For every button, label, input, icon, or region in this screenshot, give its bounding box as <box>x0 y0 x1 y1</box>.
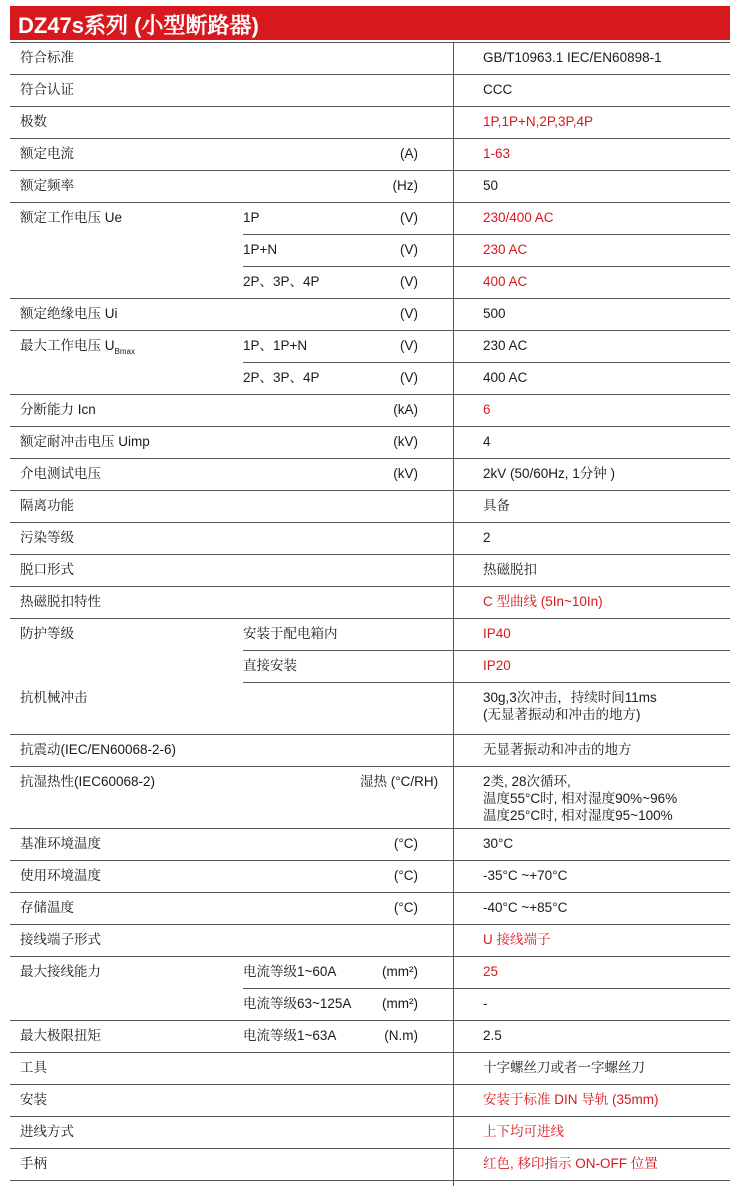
row-value: 安装于标准 DIN 导轨 (35mm) <box>483 1092 659 1107</box>
row-label: 使用环境温度 <box>20 868 101 883</box>
row-rule <box>10 522 730 523</box>
row-rule <box>10 618 730 619</box>
row-value-line2: (无显著振动和冲击的地方) <box>483 707 641 722</box>
row-label: 额定工作电压 Ue <box>20 210 123 225</box>
row-unit: (N.m) <box>384 1028 418 1043</box>
row-value-line2: 温度55°C时, 相对湿度90%~96% <box>483 791 678 806</box>
row-rule <box>10 1148 730 1149</box>
row-rule <box>10 490 730 491</box>
row-sublabel: 直接安装 <box>243 658 297 673</box>
row-unit: (kA) <box>393 402 418 417</box>
row-label: 热磁脱扣特性 <box>20 594 101 609</box>
row-value: 50 <box>483 178 499 193</box>
row-value: 红色, 移印指示 ON-OFF 位置 <box>483 1156 658 1171</box>
row-label: 抗湿热性(IEC60068-2) <box>20 774 156 789</box>
row-rule <box>10 330 730 331</box>
row-label: 分断能力 Icn <box>20 402 96 417</box>
row-label: 额定电流 <box>20 146 74 161</box>
row-label: 额定耐冲击电压 Uimp <box>20 434 150 449</box>
row-unit: (V) <box>400 306 418 321</box>
row-label: 防护等级 <box>20 626 74 641</box>
row-value: 400 AC <box>483 274 528 289</box>
row-label: 工具 <box>20 1060 47 1075</box>
row-rule <box>10 860 730 861</box>
row-rule <box>10 956 730 957</box>
row-value: -40°C ~+85°C <box>483 900 568 915</box>
row-rule <box>10 74 730 75</box>
row-rule <box>10 586 730 587</box>
row-rule <box>10 1180 730 1181</box>
row-label: 最大工作电压 $U_{Bmax}$ <box>20 338 135 356</box>
row-rule <box>243 682 730 683</box>
row-label: 隔离功能 <box>20 498 74 513</box>
row-label: 符合认证 <box>20 82 74 97</box>
row-label: 污染等级 <box>20 530 74 545</box>
row-unit: 湿热 (°C/RH) <box>360 774 439 789</box>
row-label: 额定频率 <box>20 178 74 193</box>
row-rule <box>10 394 730 395</box>
row-unit: (°C) <box>393 900 418 915</box>
row-rule <box>243 362 730 363</box>
row-value: C 型曲线 (5In~10In) <box>483 594 603 609</box>
row-unit: (V) <box>400 338 418 353</box>
row-rule <box>10 170 730 171</box>
row-rule <box>243 234 730 235</box>
row-label: 脱口形式 <box>20 562 74 577</box>
row-value: 2类, 28次循环, <box>483 774 571 789</box>
row-sublabel: 1P、1P+N <box>243 338 308 353</box>
row-label: 存储温度 <box>20 900 74 915</box>
row-value: 400 AC <box>483 370 528 385</box>
row-rule <box>243 266 730 267</box>
row-value: 30g,3次冲击，持续时间11ms <box>483 690 657 705</box>
row-value: 热磁脱扣 <box>483 562 537 577</box>
row-rule <box>10 1052 730 1053</box>
row-rule <box>10 426 730 427</box>
row-rule <box>10 554 730 555</box>
row-rule <box>10 106 730 107</box>
row-unit: (A) <box>400 146 418 161</box>
row-value: 2kV (50/60Hz, 1分钟 ) <box>483 466 616 481</box>
row-label: 额定绝缘电压 Ui <box>20 306 118 321</box>
row-unit: (mm²) <box>382 964 418 979</box>
row-value: -35°C ~+70°C <box>483 868 568 883</box>
row-value: 6 <box>483 402 491 417</box>
row-value: 230 AC <box>483 242 528 257</box>
row-sublabel: 2P、3P、4P <box>243 370 320 385</box>
row-label: 极数 <box>20 114 47 129</box>
row-unit: (kV) <box>393 434 418 449</box>
row-value: 1-63 <box>483 146 511 161</box>
page-title: DZ47s系列 (小型断路器) <box>18 13 259 38</box>
row-unit: (kV) <box>393 466 418 481</box>
row-label: 抗机械冲击 <box>20 690 88 705</box>
row-label: 安装 <box>20 1092 47 1107</box>
row-value: GB/T10963.1 IEC/EN60898-1 <box>483 50 662 65</box>
row-rule <box>10 458 730 459</box>
row-value: IP20 <box>483 658 511 673</box>
row-rule <box>10 766 730 767</box>
row-rule <box>10 42 730 43</box>
row-unit: (V) <box>400 242 418 257</box>
row-rule <box>10 924 730 925</box>
label-subscript: Bmax <box>114 347 135 356</box>
row-rule <box>243 650 730 651</box>
row-rule <box>10 1116 730 1117</box>
row-unit: (°C) <box>393 836 418 851</box>
row-label: 抗震动(IEC/EN60068-2-6) <box>20 742 177 757</box>
row-rule <box>10 1020 730 1021</box>
row-value: 1P,1P+N,2P,3P,4P <box>483 114 593 129</box>
row-value: 2 <box>483 530 491 545</box>
row-label: 接线端子形式 <box>20 932 101 947</box>
column-divider <box>453 42 454 1186</box>
row-label: 手柄 <box>20 1156 47 1171</box>
row-value: 500 <box>483 306 506 321</box>
row-value: 25 <box>483 964 499 979</box>
row-value: 230/400 AC <box>483 210 554 225</box>
row-rule <box>10 892 730 893</box>
row-unit: (V) <box>400 274 418 289</box>
row-value: 十字螺丝刀或者一字螺丝刀 <box>483 1060 645 1075</box>
row-label: 介电测试电压 <box>20 466 101 481</box>
row-unit: (V) <box>400 370 418 385</box>
row-unit: (°C) <box>393 868 418 883</box>
row-value: 2.5 <box>483 1028 502 1043</box>
row-value: U 接线端子 <box>483 932 551 947</box>
row-value: 无显著振动和冲击的地方 <box>483 742 632 757</box>
row-value: - <box>483 996 488 1011</box>
row-value: 4 <box>483 434 491 449</box>
row-value: IP40 <box>483 626 511 641</box>
row-unit: (Hz) <box>392 178 418 193</box>
row-rule <box>10 828 730 829</box>
row-sublabel: 电流等级1~60A <box>243 964 337 979</box>
row-value: 具备 <box>483 498 510 513</box>
row-value-line3: 温度25°C时, 相对湿度95~100% <box>483 808 673 823</box>
row-label: 最大极限扭矩 <box>20 1028 101 1043</box>
row-rule <box>10 138 730 139</box>
row-rule <box>243 988 730 989</box>
row-label: 进线方式 <box>20 1124 74 1139</box>
row-label: 最大接线能力 <box>20 964 101 979</box>
row-value: 30°C <box>483 836 514 851</box>
row-sublabel: 2P、3P、4P <box>243 274 320 289</box>
row-label: 基准环境温度 <box>20 836 101 851</box>
row-unit: (mm²) <box>382 996 418 1011</box>
row-label: 符合标准 <box>20 50 74 65</box>
row-rule <box>10 1084 730 1085</box>
row-value: 230 AC <box>483 338 528 353</box>
row-unit: (V) <box>400 210 418 225</box>
row-value: CCC <box>483 82 513 97</box>
row-value: 上下均可进线 <box>483 1124 564 1139</box>
row-rule <box>10 298 730 299</box>
row-sublabel: 电流等级63~125A <box>243 996 352 1011</box>
row-sublabel: 1P+N <box>243 242 278 257</box>
row-rule <box>10 734 730 735</box>
row-sublabel: 安装于配电箱内 <box>243 626 338 641</box>
row-sublabel: 电流等级1~63A <box>243 1028 337 1043</box>
row-rule <box>10 202 730 203</box>
row-sublabel: 1P <box>243 210 260 225</box>
